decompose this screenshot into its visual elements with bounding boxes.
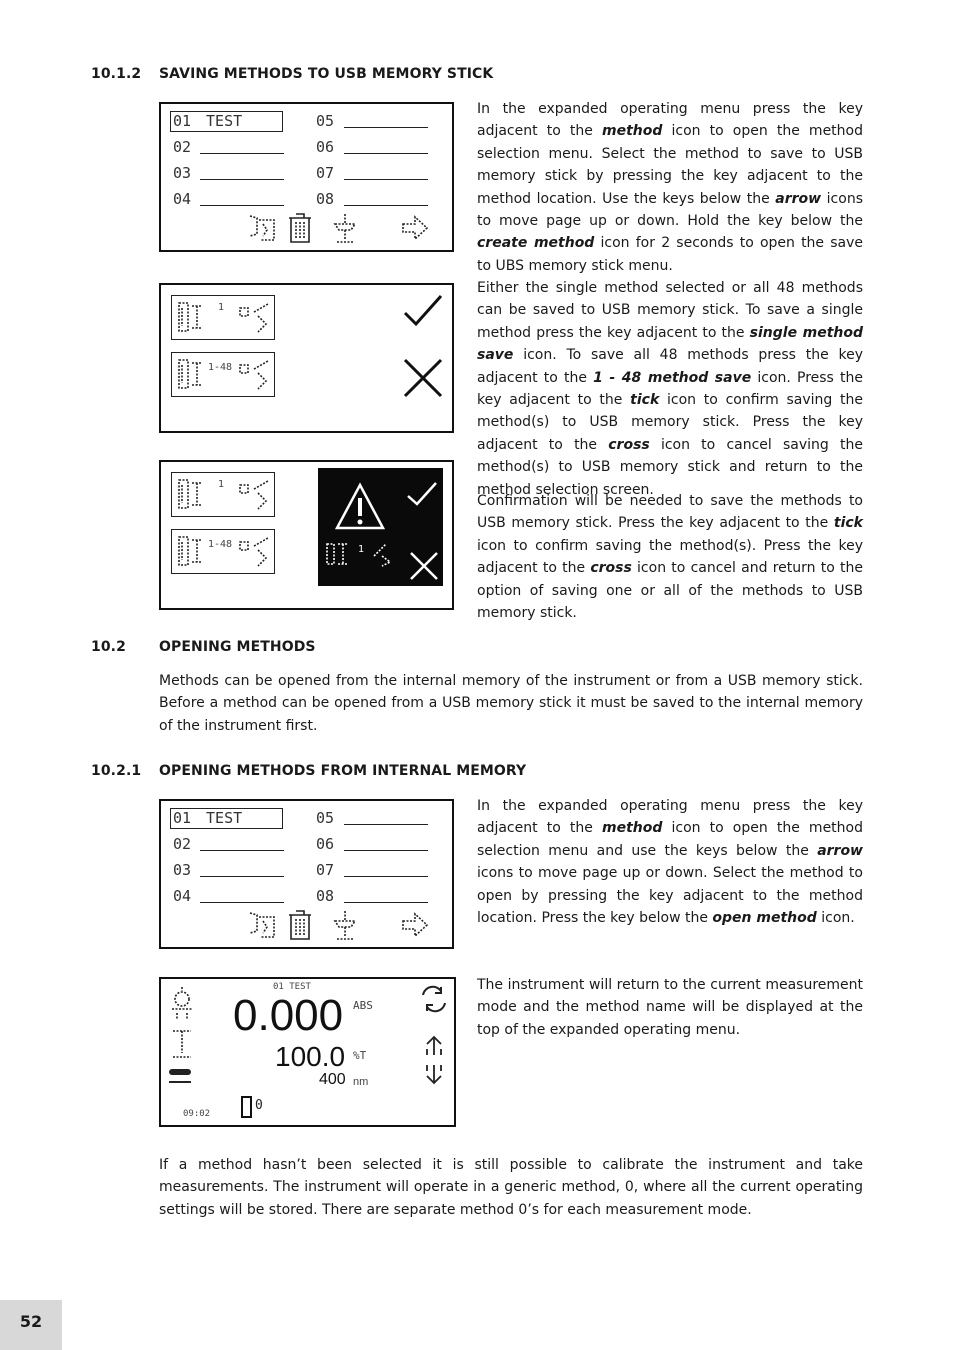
clock-time: 09:02 <box>183 1109 211 1119</box>
save-method-icon <box>324 540 352 568</box>
absorbance-unit: ABS <box>353 999 373 1012</box>
calibrate-icon <box>419 985 449 1013</box>
method-slot-05: 05 <box>316 809 340 827</box>
usb-save-arrow-icon <box>370 540 398 568</box>
transmittance-value: 100.0 <box>275 1041 346 1072</box>
method-selection-screen <box>159 799 454 949</box>
method-slot-04: 04 <box>173 887 197 905</box>
section-title: OPENING METHODS FROM INTERNAL MEMORY <box>159 763 527 779</box>
method-number: 0 <box>255 1098 263 1113</box>
cross-icon <box>402 357 444 399</box>
method-slot-01: 01 TEST <box>173 809 242 827</box>
create-method-icon <box>331 212 359 244</box>
method-slot-01: 01 TEST <box>173 112 242 130</box>
open-internal-paragraph: In the expanded operating menu press the key adjacent to the method icon to open the method selection menu and use the keys below the arrow icons to move page up or down. Select the method to open by pressing the key adjacent to the method location. Press the key below the open method icon. <box>477 798 863 927</box>
method-selection-screen <box>159 102 454 252</box>
all-methods-save-button: 1-48 <box>171 352 275 397</box>
page-number-box <box>0 1300 62 1350</box>
save-confirmation-screen <box>159 460 454 610</box>
method-slot-05: 05 <box>316 112 340 130</box>
delete-method-icon <box>287 909 313 941</box>
delete-method-icon <box>287 212 313 244</box>
arrow-right-icon <box>401 214 429 242</box>
section-number: 10.2.1 <box>91 763 142 779</box>
method-name-label: 01 TEST <box>273 982 311 992</box>
method-slot-03: 03 <box>173 861 197 879</box>
divider-line <box>169 1081 191 1083</box>
open-method-icon <box>247 909 277 941</box>
menu-bar-icon <box>169 1069 191 1075</box>
method-indicator-icon <box>241 1096 252 1118</box>
save-options-paragraph: Either the single method selected or all 48 methods can be saved to USB memory stick. To save a single method press the key adjacent to the single method save icon. To save all 48 methods press the key adjacent to the 1 - 48 method save icon. Press the key adjacent to the tick icon to confirm saving the method(s) to USB memory stick. Press the key adjacent to the cross icon to cancel saving the method(s) to USB memory stick and return to the method selection screen. <box>477 280 864 498</box>
return-paragraph: The instrument will return to the current measurement mode and the method name will be displayed at the top of the expanded operating menu. <box>477 977 863 1038</box>
open-method-icon <box>247 212 277 244</box>
lamp-icon <box>169 985 195 1021</box>
down-arrow-icon <box>423 1063 445 1085</box>
method-slot-03: 03 <box>173 164 197 182</box>
opening-methods-paragraph: Methods can be opened from the internal memory of the instrument or from a USB memory stick. Before a method can be opened from a USB memory stick it must be saved to the internal memory of the instrument first. <box>159 673 863 734</box>
section-number: 10.2 <box>91 639 126 655</box>
method-slot-08: 08 <box>316 190 340 208</box>
method-slot-06: 06 <box>316 835 340 853</box>
arrow-right-icon <box>401 911 429 939</box>
section-title: OPENING METHODS <box>159 639 316 655</box>
section-title: SAVING METHODS TO USB MEMORY STICK <box>159 66 494 82</box>
single-method-save-button: 1 <box>171 295 275 340</box>
up-arrow-icon <box>423 1035 445 1057</box>
create-method-icon <box>331 909 359 941</box>
wavelength-value: 400 <box>319 1071 346 1088</box>
all-methods-save-button: 1-48 <box>171 529 275 574</box>
confirmation-paragraph: Confirmation will be needed to save the methods to USB memory stick. Press the key adjacent to the tick icon to confirm saving the method(s). Press the key adjacent to the cross icon to cancel and return to the option of saving one or all of the methods to USB memory stick. <box>477 493 863 622</box>
cross-icon <box>408 550 440 582</box>
warning-icon <box>334 482 386 532</box>
saving-intro-paragraph: In the expanded operating menu press the key adjacent to the method icon to open the method selection menu. Select the method to save to USB memory stick by pressing the key adjacent to the method location. Use the keys below the arrow icons to move page up or down. Hold the key below the create method icon for 2 seconds to open the save to UBS memory stick menu. <box>477 101 864 274</box>
tick-icon <box>406 480 438 508</box>
method-slot-08: 08 <box>316 887 340 905</box>
wavelength-unit: nm <box>353 1076 369 1088</box>
confirmation-dialog: 1 <box>318 468 443 586</box>
method-slot-07: 07 <box>316 164 340 182</box>
method-slot-02: 02 <box>173 138 197 156</box>
tick-icon <box>402 293 444 329</box>
cuvette-icon <box>169 1027 195 1065</box>
generic-method-paragraph: If a method hasn’t been selected it is still possible to calibrate the instrument and take measurements. The instrument will operate in a generic method, 0, where all the current operating settings will be stored. There are separate method 0’s for each measurement mode. <box>159 1157 863 1218</box>
page-number: 52 <box>19 1312 43 1331</box>
method-slot-04: 04 <box>173 190 197 208</box>
save-method-screen <box>159 283 454 433</box>
measurement-screen <box>159 977 456 1127</box>
single-method-save-button: 1 <box>171 472 275 517</box>
method-slot-07: 07 <box>316 861 340 879</box>
method-slot-06: 06 <box>316 138 340 156</box>
method-slot-02: 02 <box>173 835 197 853</box>
absorbance-value: 0.000 <box>233 991 344 1040</box>
section-number: 10.1.2 <box>91 66 142 82</box>
transmittance-unit: %T <box>353 1049 367 1062</box>
